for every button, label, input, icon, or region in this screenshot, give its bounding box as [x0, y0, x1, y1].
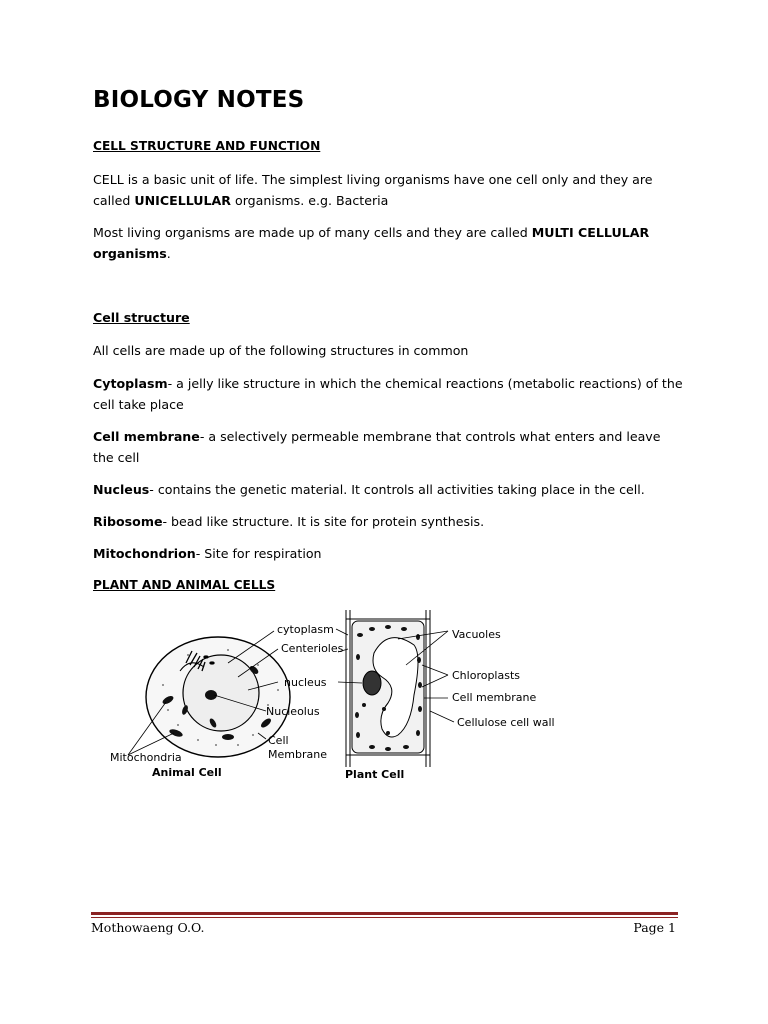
- text-run: organisms. e.g. Bacteria: [230, 193, 389, 208]
- section-heading-plant-animal-cells: PLANT AND ANIMAL CELLS: [93, 578, 276, 592]
- plant-cell-drawing: [336, 610, 454, 767]
- plant-cell-caption: Plant Cell: [345, 768, 405, 781]
- footer-rule-thin: [91, 917, 678, 918]
- footer-rule-thick: [91, 912, 678, 915]
- label-membrane: Membrane: [268, 748, 327, 761]
- text-run: Most living organisms are made up of many cells and they are called: [93, 225, 532, 240]
- animal-cell-drawing: [128, 631, 290, 757]
- paragraph-cell-definition: [93, 169, 685, 211]
- term-cell-membrane: Cell membrane: [93, 429, 200, 444]
- term-ribosome: Ribosome: [93, 514, 163, 529]
- term-cytoplasm: Cytoplasm: [93, 376, 168, 391]
- bold-term-multicellular: MULTI CELLULAR organisms: [93, 225, 650, 261]
- definition-text: - Site for respiration: [195, 546, 322, 561]
- label-mitochondria: Mitochondria: [110, 751, 182, 764]
- text-run: .: [166, 246, 171, 261]
- definition-text: - contains the genetic material. It controls all activities taking place in the cell.: [149, 482, 645, 497]
- footer-page-number: Page 1: [633, 920, 676, 935]
- label-chloroplasts: Chloroplasts: [452, 669, 521, 682]
- label-cell-membrane: Cell membrane: [452, 691, 537, 704]
- label-vacuoles: Vacuoles: [452, 628, 501, 641]
- label-cytoplasm: cytoplasm: [277, 623, 334, 636]
- label-nucleus: nucleus: [284, 676, 327, 689]
- animal-cell-caption: Animal Cell: [152, 766, 222, 779]
- label-cellulose-cell-wall: Cellulose cell wall: [457, 716, 555, 729]
- definition-cell-membrane: [93, 426, 685, 468]
- plant-nucleus: [363, 671, 381, 695]
- footer-author: Mothowaeng O.O.: [91, 920, 205, 935]
- term-nucleus: Nucleus: [93, 482, 150, 497]
- definition-text: - bead like structure. It is site for protein synthesis.: [162, 514, 485, 529]
- definition-cytoplasm: [93, 373, 685, 415]
- bold-term-unicellular: UNICELLULAR: [134, 193, 231, 208]
- definition-text: - a jelly like structure in which the chemical reactions (metabolic reactions) of the cell take place: [93, 376, 683, 412]
- definition-ribosome: [93, 511, 685, 532]
- term-mitochondrion: Mitochondrion: [93, 546, 196, 561]
- paragraph-multicellular: [93, 222, 685, 264]
- definition-nucleus: [93, 479, 685, 500]
- text-run: CELL is a basic unit of life. The simplest living organisms have one cell only and they are called: [93, 172, 653, 208]
- label-nucleolus: Nucleolus: [266, 705, 320, 718]
- section-heading-cell-structure: Cell structure: [93, 310, 190, 325]
- definition-mitochondrion: [93, 543, 685, 564]
- label-cell: Cell: [268, 734, 289, 747]
- cell-diagram: [88, 605, 588, 785]
- section-heading-cell-structure-function: CELL STRUCTURE AND FUNCTION: [93, 139, 321, 153]
- document-title: BIOLOGY NOTES: [93, 87, 305, 113]
- definition-text: - a selectively permeable membrane that controls what enters and leave the cell: [93, 429, 661, 465]
- paragraph-intro: All cells are made up of the following structures in common: [93, 343, 469, 358]
- label-centerioles: Centerioles: [281, 642, 344, 655]
